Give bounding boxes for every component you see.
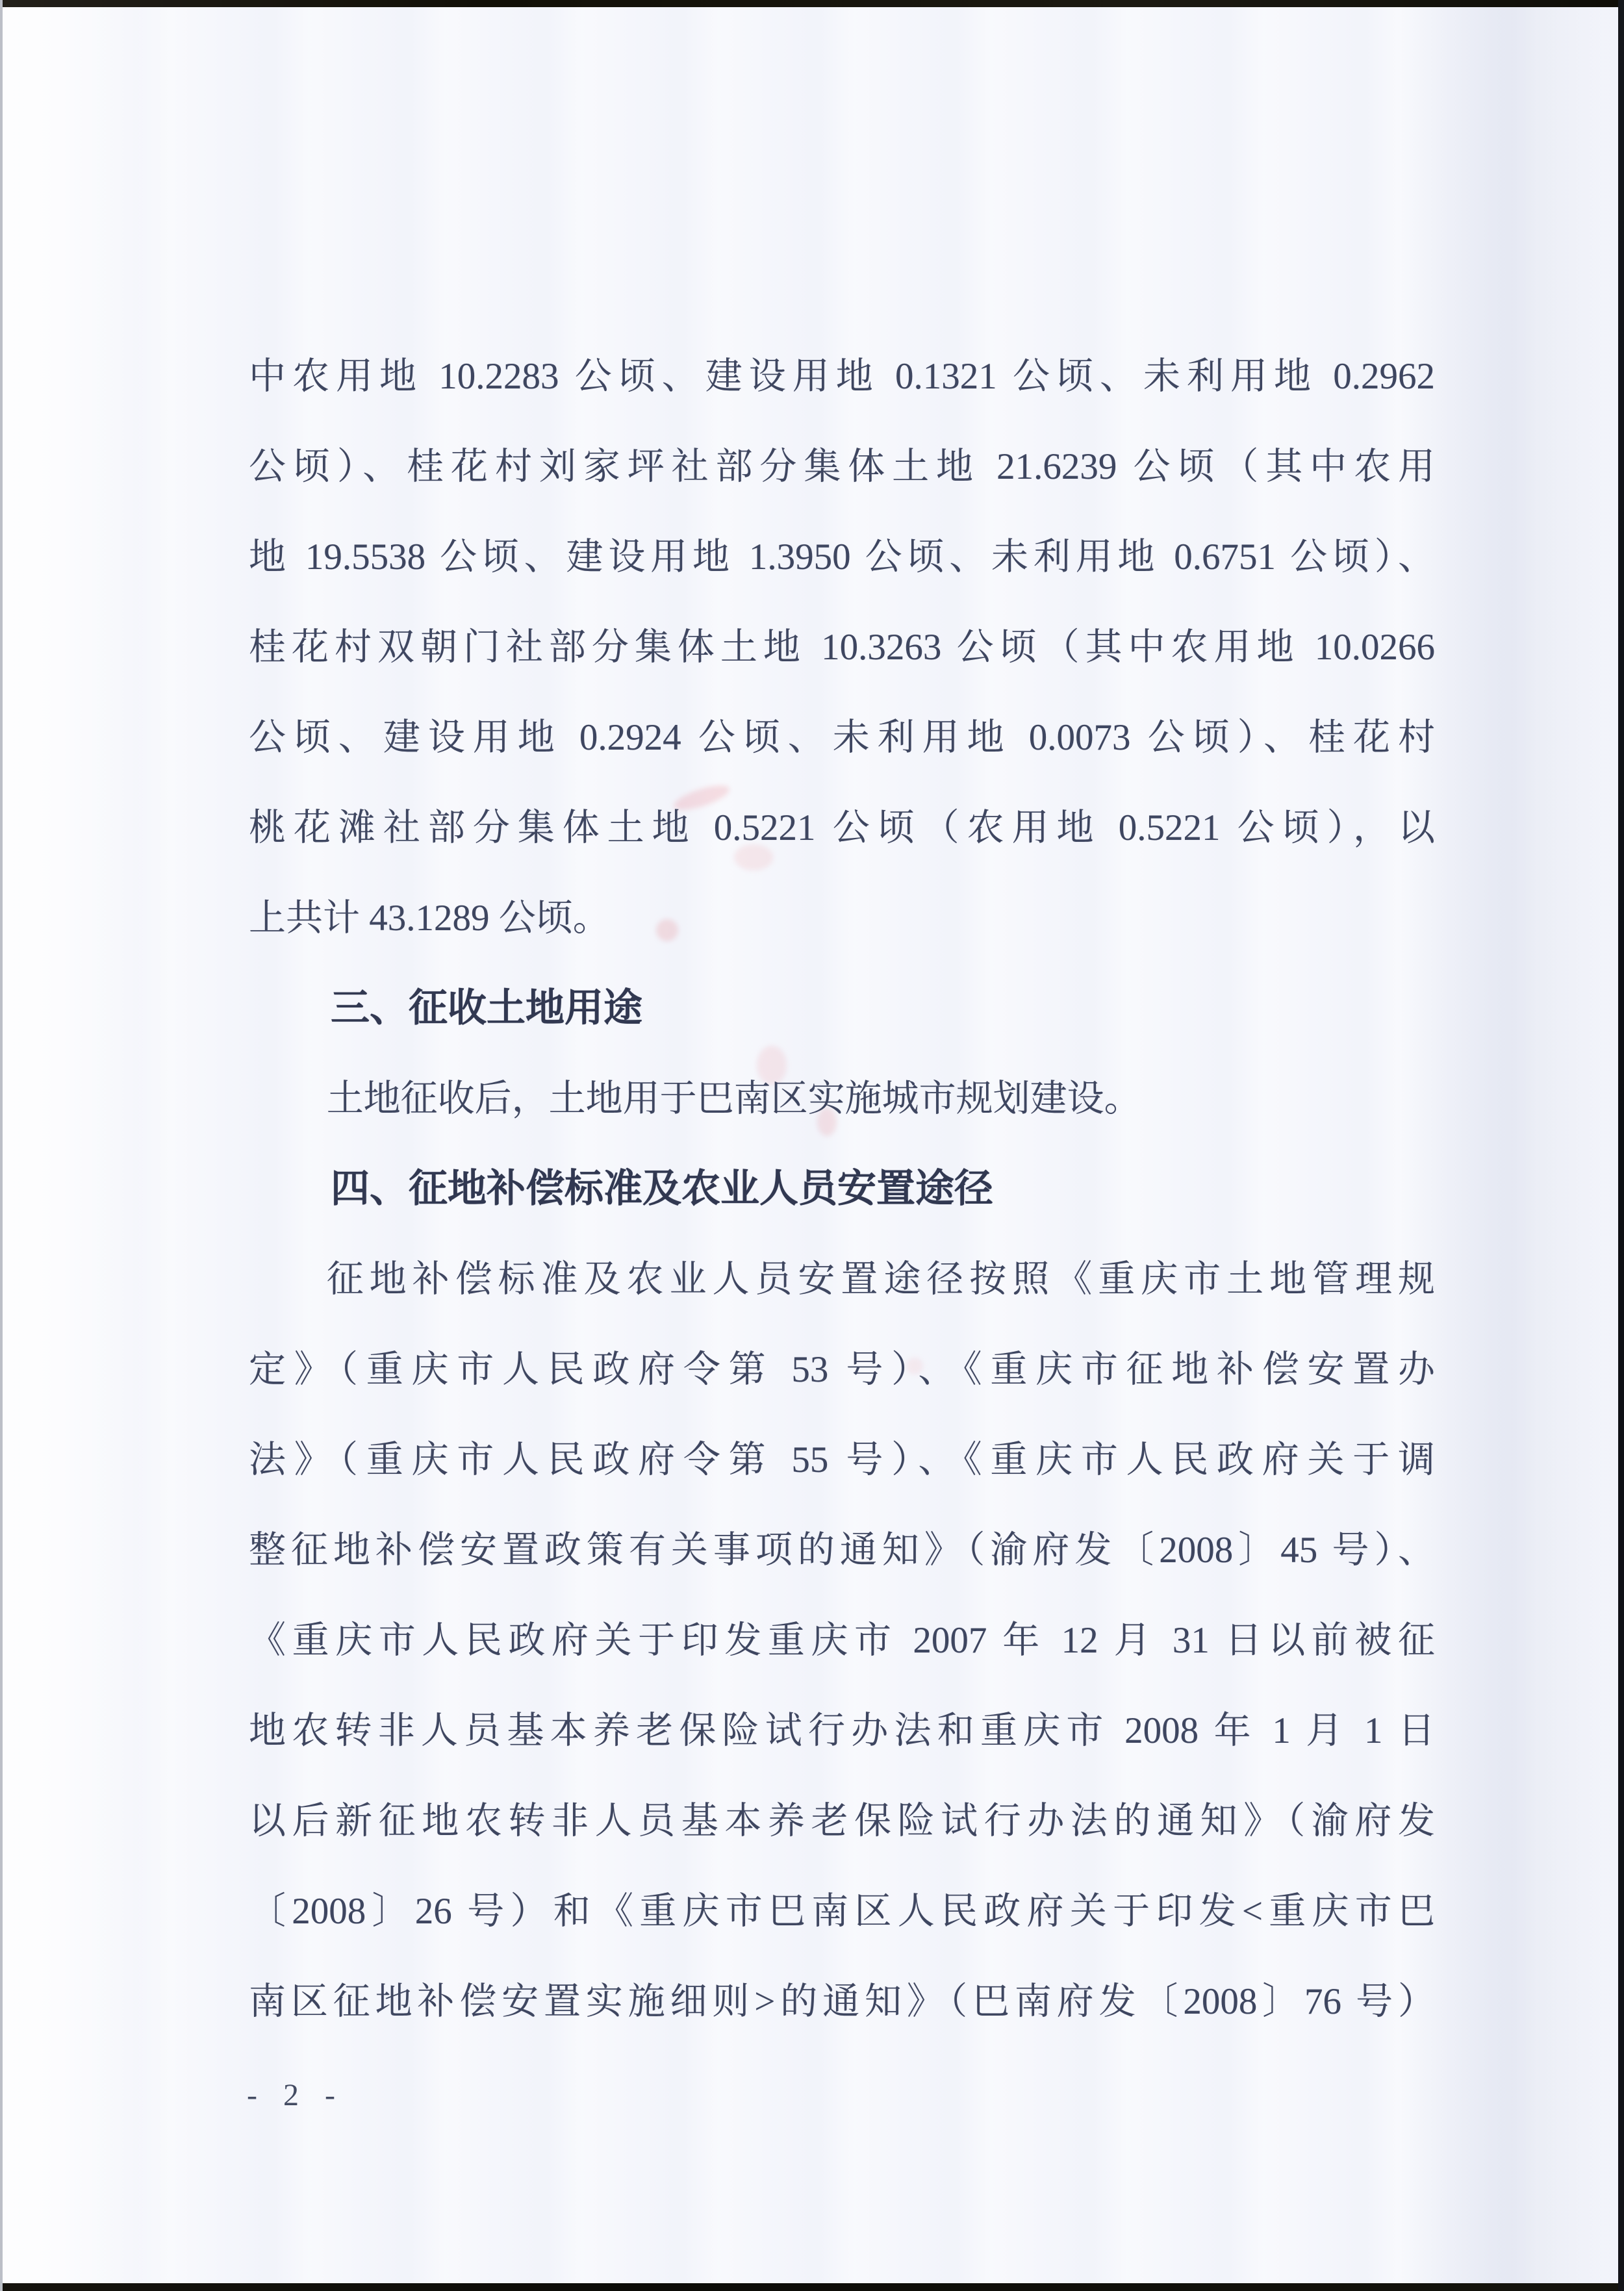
paragraph-line: 桂花村双朝门社部分集体土地 10.3263 公顷（其中农用地 10.0266 (249, 627, 1435, 668)
paragraph-line: 整征地补偿安置政策有关事项的通知》（渝府发〔2008〕45 号）、 (249, 1530, 1435, 1571)
paragraph-line: 〔2008〕26 号）和《重庆市巴南区人民政府关于印发<重庆市巴 (249, 1891, 1435, 1932)
scan-edge-left (0, 0, 3, 2291)
scan-edge-bottom (0, 2283, 1624, 2291)
section-heading-4: 四、征地补偿标准及农业人员安置途径 (331, 1167, 993, 1210)
paragraph-line: 中农用地 10.2283 公顷、建设用地 0.1321 公顷、未利用地 0.2962 (249, 356, 1435, 397)
paragraph-line: 桃花滩社部分集体土地 0.5221 公顷（农用地 0.5221 公顷），以 (249, 807, 1435, 848)
paragraph-line: 定》（重庆市人民政府令第 53 号）、《重庆市征地补偿安置办 (249, 1349, 1435, 1390)
page-number: - 2 - (247, 2078, 344, 2112)
paragraph-line: 地农转非人员基本养老保险试行办法和重庆市 2008 年 1 月 1 日 (249, 1710, 1435, 1751)
scan-edge-right (1618, 0, 1624, 2291)
document-body (249, 331, 1435, 2047)
paragraph-line: 上共计 43.1289 公顷。 (249, 898, 610, 939)
paragraph-line: 法》（重庆市人民政府令第 55 号）、《重庆市人民政府关于调 (249, 1439, 1435, 1480)
paragraph-line: 南区征地补偿安置实施细则>的通知》（巴南府发〔2008〕76 号） (249, 1981, 1435, 2022)
paragraph-line: 土地征收后，土地用于巴南区实施城市规划建设。 (326, 1078, 1141, 1119)
paragraph-line: 《重庆市人民政府关于印发重庆市 2007 年 12 月 31 日以前被征 (249, 1620, 1435, 1661)
paragraph-line: 征地补偿标准及农业人员安置途径按照《重庆市土地管理规 (326, 1259, 1435, 1300)
scan-edge-top (0, 0, 1624, 7)
section-heading-3: 三、征收土地用途 (331, 987, 642, 1030)
paragraph-line: 地 19.5538 公顷、建设用地 1.3950 公顷、未利用地 0.6751 公顷）、 (249, 537, 1435, 577)
paragraph-line: 以后新征地农转非人员基本养老保险试行办法的通知》（渝府发 (249, 1801, 1435, 1842)
paragraph-line: 公顷）、桂花村刘家坪社部分集体土地 21.6239 公顷（其中农用 (249, 446, 1435, 487)
paragraph-line: 公顷、建设用地 0.2924 公顷、未利用地 0.0073 公顷）、桂花村 (249, 717, 1435, 758)
